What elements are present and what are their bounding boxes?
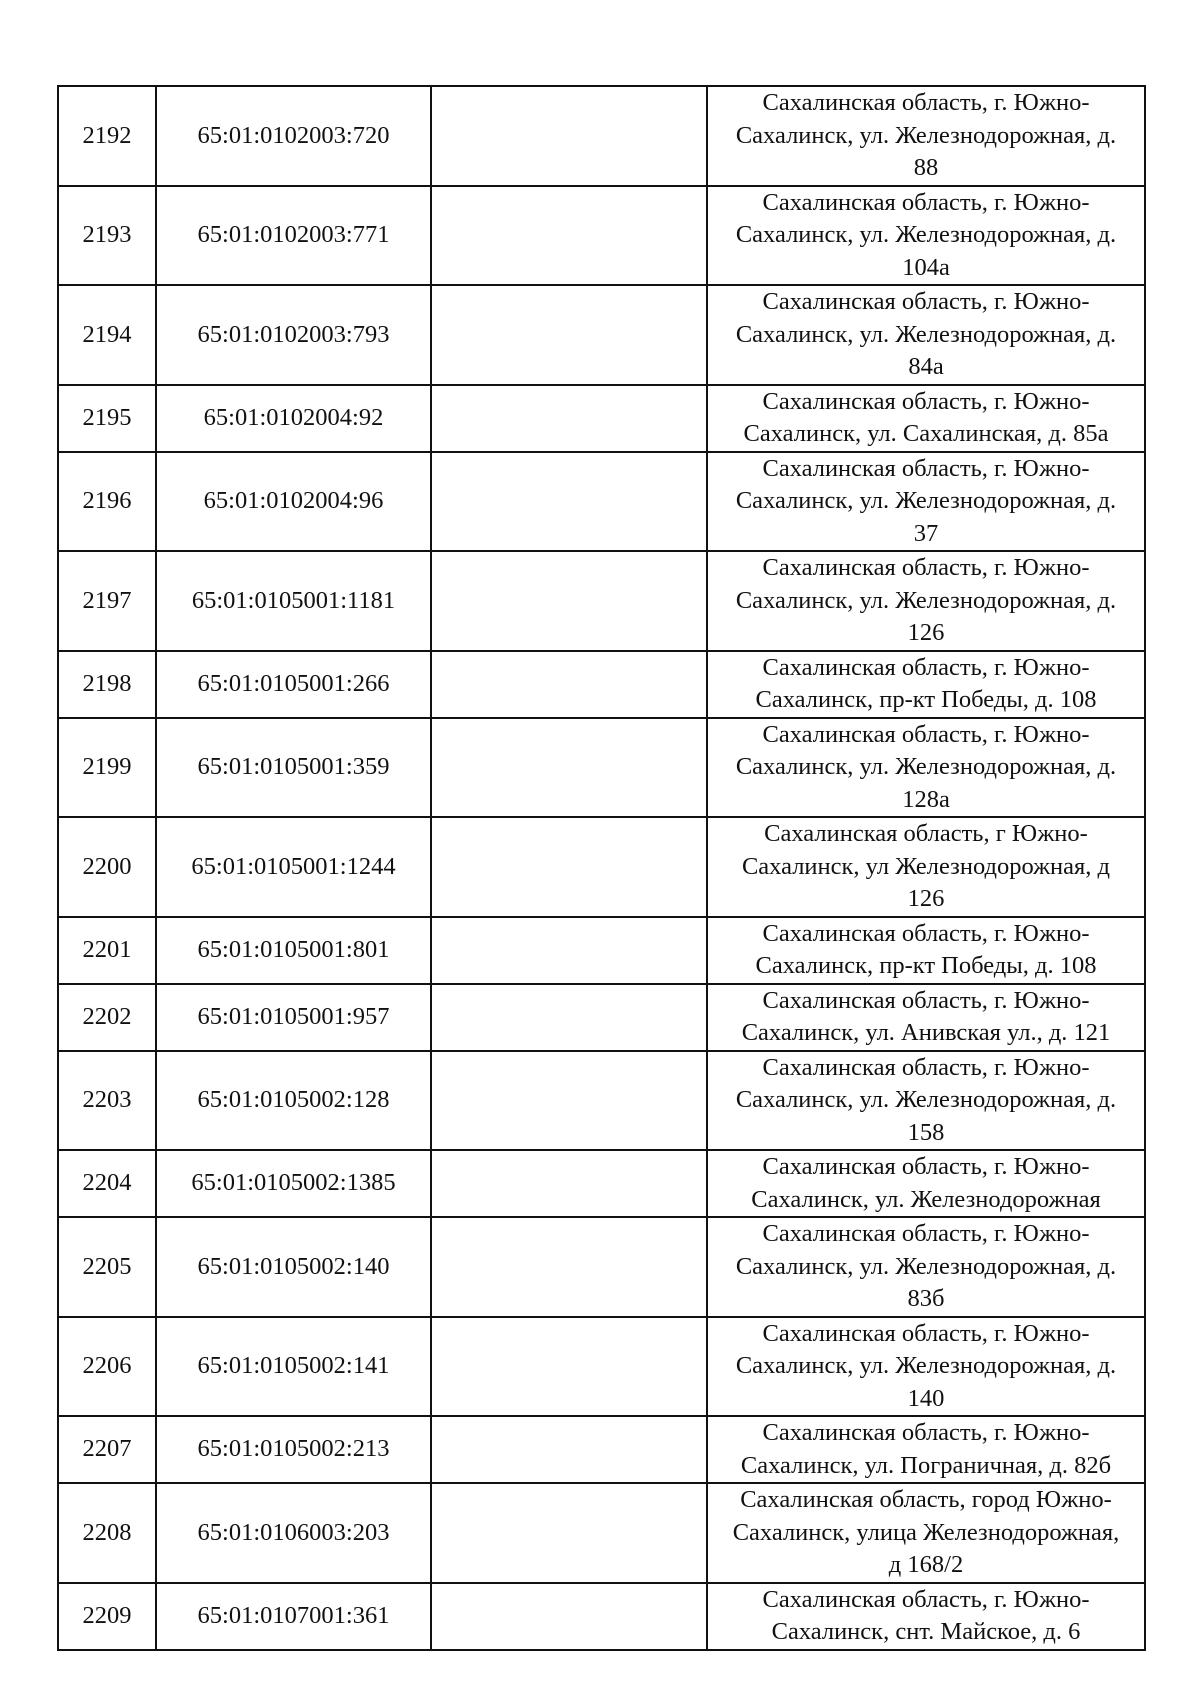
table-row [58,1217,1145,1317]
row-number-cell: 2196 [58,452,156,552]
table-row [58,984,1145,1051]
row-number-cell: 2204 [58,1150,156,1217]
row-number-cell: 2200 [58,817,156,917]
row-number-cell: 2209 [58,1583,156,1650]
empty-cell [431,1150,707,1217]
table-row [58,1583,1145,1650]
table-row [58,1483,1145,1583]
row-number-cell: 2203 [58,1051,156,1151]
address-cell: Сахалинская область, г. Южно- Сахалинск, ул. Железнодорожная, д. 88 [707,86,1145,186]
address-cell: Сахалинская область, г. Южно- Сахалинск, ул. Железнодорожная, д. 104а [707,186,1145,286]
empty-cell [431,817,707,917]
table-row [58,718,1145,818]
address-cell: Сахалинская область, г. Южно- Сахалинск, ул. Анивская ул., д. 121 [707,984,1145,1051]
address-cell: Сахалинская область, г. Южно- Сахалинск, ул. Железнодорожная, д. 126 [707,551,1145,651]
cadastral-number-cell: 65:01:0105001:957 [156,984,431,1051]
cadastral-number-cell: 65:01:0105002:213 [156,1416,431,1483]
address-cell: Сахалинская область, город Южно- Сахалинск, улица Железнодорожная, д 168/2 [707,1483,1145,1583]
empty-cell [431,651,707,718]
cadastral-number-cell: 65:01:0107001:361 [156,1583,431,1650]
row-number-cell: 2198 [58,651,156,718]
cadastral-number-cell: 65:01:0105001:359 [156,718,431,818]
row-number-cell: 2206 [58,1317,156,1417]
empty-cell [431,917,707,984]
empty-cell [431,1051,707,1151]
empty-cell [431,1217,707,1317]
row-number-cell: 2199 [58,718,156,818]
address-cell: Сахалинская область, г. Южно- Сахалинск, ул. Сахалинская, д. 85а [707,385,1145,452]
row-number-cell: 2194 [58,285,156,385]
address-cell: Сахалинская область, г. Южно- Сахалинск, ул. Железнодорожная [707,1150,1145,1217]
cadastral-number-cell: 65:01:0105002:128 [156,1051,431,1151]
address-cell: Сахалинская область, г. Южно- Сахалинск, ул. Железнодорожная, д. 84а [707,285,1145,385]
cadastral-number-cell: 65:01:0105002:1385 [156,1150,431,1217]
address-cell: Сахалинская область, г. Южно- Сахалинск, пр-кт Победы, д. 108 [707,651,1145,718]
cadastral-number-cell: 65:01:0105001:266 [156,651,431,718]
address-cell: Сахалинская область, г. Южно- Сахалинск, снт. Майское, д. 6 [707,1583,1145,1650]
empty-cell [431,1483,707,1583]
cadastral-number-cell: 65:01:0102003:771 [156,186,431,286]
empty-cell [431,551,707,651]
table-row [58,452,1145,552]
address-cell: Сахалинская область, г. Южно- Сахалинск, ул. Пограничная, д. 82б [707,1416,1145,1483]
table-row [58,285,1145,385]
cadastral-number-cell: 65:01:0102004:92 [156,385,431,452]
row-number-cell: 2197 [58,551,156,651]
empty-cell [431,984,707,1051]
cadastral-number-cell: 65:01:0106003:203 [156,1483,431,1583]
table-row [58,186,1145,286]
cadastral-number-cell: 65:01:0105001:1181 [156,551,431,651]
cadastral-number-cell: 65:01:0105002:140 [156,1217,431,1317]
table-row [58,1150,1145,1217]
table-row [58,1051,1145,1151]
table-row [58,551,1145,651]
table-row [58,1416,1145,1483]
row-number-cell: 2205 [58,1217,156,1317]
cadastral-number-cell: 65:01:0102003:793 [156,285,431,385]
row-number-cell: 2195 [58,385,156,452]
row-number-cell: 2201 [58,917,156,984]
address-cell: Сахалинская область, г. Южно- Сахалинск, ул. Железнодорожная, д. 83б [707,1217,1145,1317]
address-cell: Сахалинская область, г Южно- Сахалинск, ул Железнодорожная, д 126 [707,817,1145,917]
row-number-cell: 2208 [58,1483,156,1583]
empty-cell [431,1583,707,1650]
empty-cell [431,86,707,186]
empty-cell [431,285,707,385]
empty-cell [431,718,707,818]
address-cell: Сахалинская область, г. Южно- Сахалинск, ул. Железнодорожная, д. 37 [707,452,1145,552]
table-row [58,86,1145,186]
cadastral-number-cell: 65:01:0105002:141 [156,1317,431,1417]
row-number-cell: 2192 [58,86,156,186]
table-row [58,651,1145,718]
cadastral-number-cell: 65:01:0102004:96 [156,452,431,552]
row-number-cell: 2193 [58,186,156,286]
empty-cell [431,1317,707,1417]
address-cell: Сахалинская область, г. Южно- Сахалинск, ул. Железнодорожная, д. 158 [707,1051,1145,1151]
empty-cell [431,1416,707,1483]
cadastral-table [57,85,1146,1651]
cadastral-number-cell: 65:01:0102003:720 [156,86,431,186]
table-row [58,385,1145,452]
cadastral-number-cell: 65:01:0105001:801 [156,917,431,984]
row-number-cell: 2207 [58,1416,156,1483]
row-number-cell: 2202 [58,984,156,1051]
table-row [58,917,1145,984]
table-row [58,1317,1145,1417]
cadastral-number-cell: 65:01:0105001:1244 [156,817,431,917]
address-cell: Сахалинская область, г. Южно- Сахалинск, ул. Железнодорожная, д. 128а [707,718,1145,818]
address-cell: Сахалинская область, г. Южно- Сахалинск, пр-кт Победы, д. 108 [707,917,1145,984]
empty-cell [431,452,707,552]
empty-cell [431,385,707,452]
address-cell: Сахалинская область, г. Южно- Сахалинск, ул. Железнодорожная, д. 140 [707,1317,1145,1417]
empty-cell [431,186,707,286]
table-row [58,817,1145,917]
table-body [58,86,1145,1650]
